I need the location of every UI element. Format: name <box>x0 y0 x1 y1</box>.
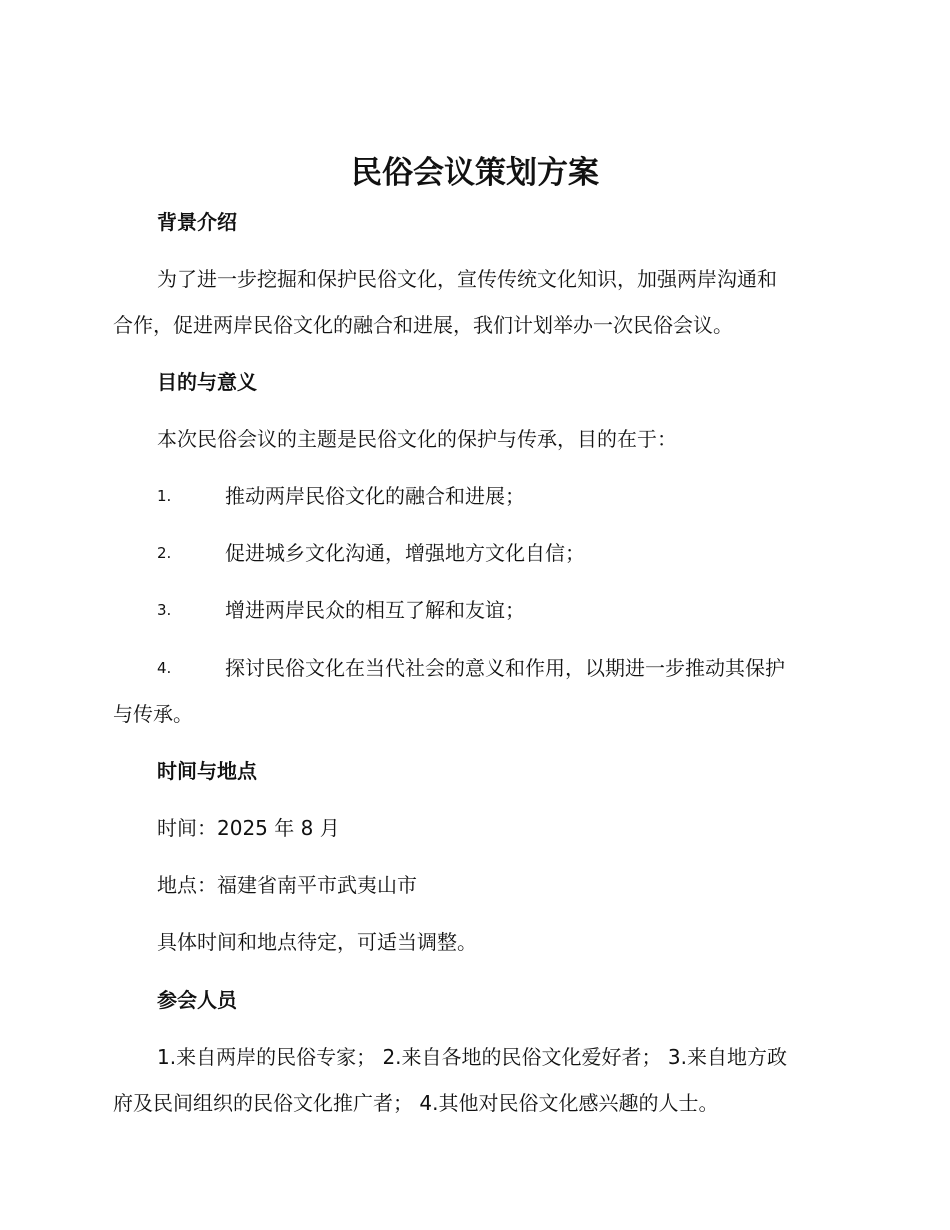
background-paragraph-line-2: 合作，促进两岸民俗文化的融合和进展，我们计划举办一次民俗会议。 <box>113 313 733 337</box>
document-title: 民俗会议策划方案 <box>351 155 599 191</box>
section-heading-purpose: 目的与意义 <box>157 370 257 394</box>
background-paragraph-line-1: 为了进一步挖掘和保护民俗文化，宣传传统文化知识，加强两岸沟通和 <box>157 267 777 291</box>
event-time: 时间：2025 年 8 月 <box>157 816 340 840</box>
attendees-paragraph-line-2: 府及民间组织的民俗文化推广者； 4.其他对民俗文化感兴趣的人士。 <box>113 1091 719 1115</box>
list-item-text: 促进城乡文化沟通，增强地方文化自信； <box>225 541 585 565</box>
time-place-note: 具体时间和地点待定，可适当调整。 <box>157 930 477 954</box>
section-heading-attendees: 参会人员 <box>157 988 237 1012</box>
list-item-number: 1. <box>157 487 172 505</box>
list-item-text: 探讨民俗文化在当代社会的意义和作用，以期进一步推动其保护 <box>225 656 785 680</box>
event-place: 地点：福建省南平市武夷山市 <box>157 873 417 897</box>
list-item-text: 推动两岸民俗文化的融合和进展； <box>225 484 525 508</box>
purpose-intro: 本次民俗会议的主题是民俗文化的保护与传承，目的在于： <box>157 427 677 451</box>
attendees-paragraph-line-1: 1.来自两岸的民俗专家； 2.来自各地的民俗文化爱好者； 3.来自地方政 <box>157 1045 787 1069</box>
list-item-continuation: 与传承。 <box>113 702 193 726</box>
list-item-number: 3. <box>157 601 172 619</box>
section-heading-time-place: 时间与地点 <box>157 759 257 783</box>
list-item-text: 增进两岸民众的相互了解和友谊； <box>225 598 525 622</box>
section-heading-background: 背景介绍 <box>157 210 237 234</box>
list-item-number: 2. <box>157 544 172 562</box>
list-item-number: 4. <box>157 659 172 677</box>
